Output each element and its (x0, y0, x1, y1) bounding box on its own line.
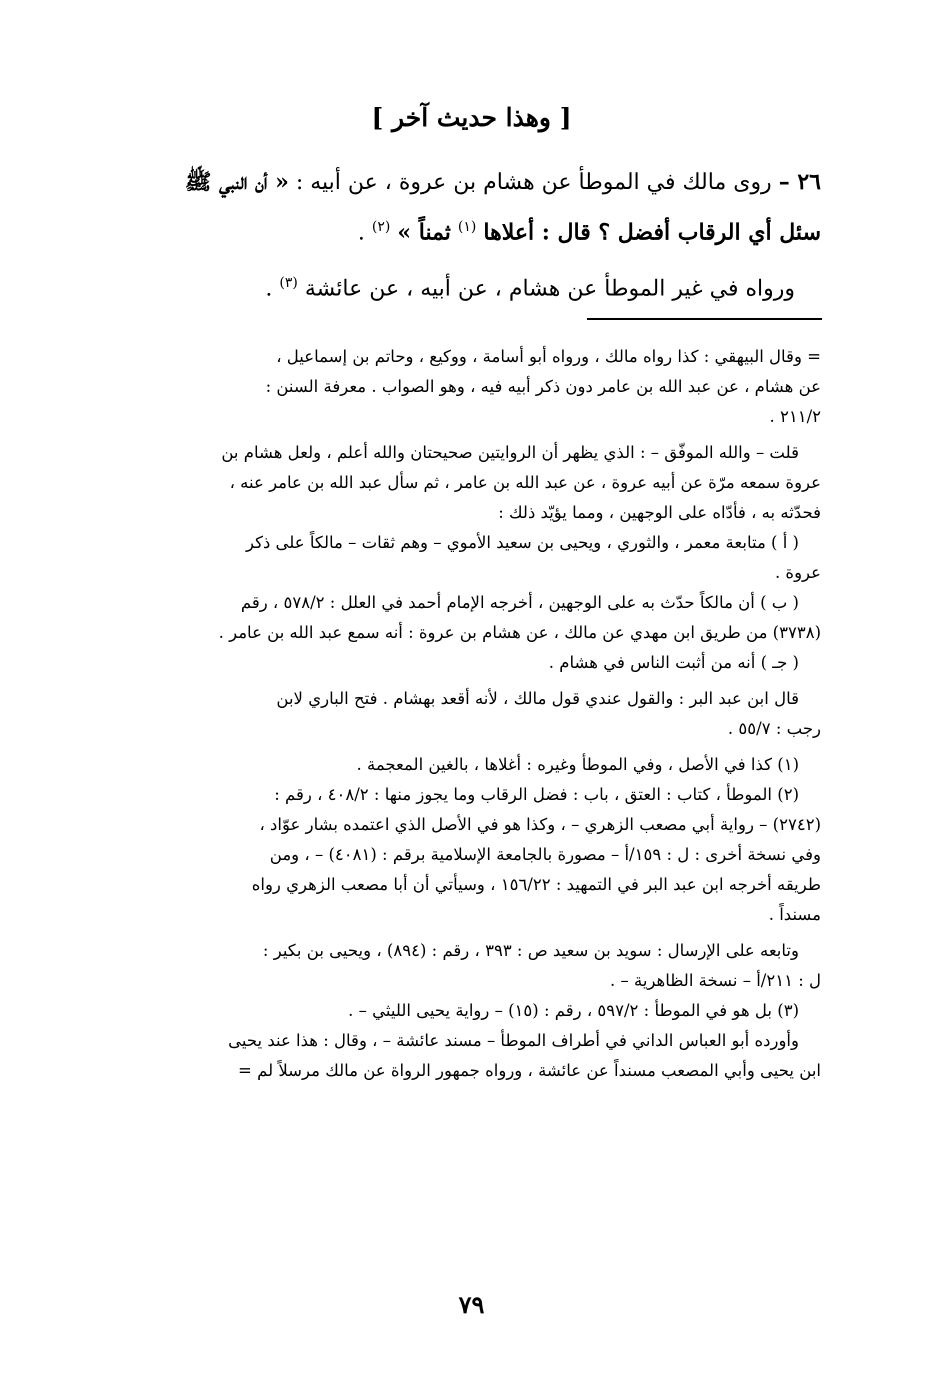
hadith-quote: ثمناً » (397, 219, 451, 246)
footnote-2-cont: وتابعه على الإرسال : سويد بن سعيد ص : ٣٩٣ ، رقم : (٨٩٤) ، ويحيى بن بكير : (262, 941, 799, 960)
footnote-2-cont: ل : ٢١١/أ – نسخة الظاهرية – . (610, 971, 821, 990)
footnote-paragraph: عن هشام ، عن عبد الله بن عامر دون ذكر أبيه فيه ، وهو الصواب . معرفة السنن : (265, 377, 821, 396)
hadith-number: ٢٦ – (778, 169, 821, 195)
footnote-paragraph: = وقال البيهقي : كذا رواه مالك ، ورواه أبو أسامة ، ووكيع ، وحاتم بن إسماعيل ، (276, 347, 821, 366)
footnote-2: (٢) الموطأ ، كتاب : العتق ، باب : فضل الرقاب وما يجوز منها : ٤٠٨/٢ ، رقم : (274, 785, 799, 804)
footnote-2-cont: مسنداً . (768, 905, 821, 924)
hadith-text: روى مالك في الموطأ عن هشام بن عروة ، عن أبيه : (295, 170, 772, 195)
footnote-marker: (١) (457, 219, 477, 235)
page-number: ٧٩ (458, 1290, 485, 1319)
footnote-paragraph: (٣٧٣٨) من طريق ابن مهدي عن مالك ، عن هشام بن عروة : أنه سمع عبد الله بن عامر . (218, 623, 821, 642)
footnote-2-cont: طريقه أخرجه ابن عبد البر في التمهيد : ١٥٦/٢٢ ، وسيأتي أن أبا مصعب الزهري رواه (251, 875, 821, 894)
hadith-quote: « أن النبي ﷺ (184, 169, 289, 195)
footnotes (81, 342, 821, 1086)
hadith-paragraph (101, 160, 821, 312)
footnote-paragraph: ٢١١/٢ . (769, 407, 821, 426)
section-heading: [ وهذا حديث آخر ] (371, 103, 572, 132)
footnote-2-cont: (٢٧٤٢) – رواية أبي مصعب الزهري – ، وكذا هو في الأصل الذي اعتمده بشار عوّاد ، (259, 815, 821, 834)
footnote-2-cont: وفي نسخة أخرى : ل : ١٥٩/أ – مصورة بالجامعة الإسلامية برقم : (٤٠٨١) – ، ومن (269, 845, 821, 864)
hadith-text: ورواه في غير الموطأ عن هشام ، عن أبيه ، عن عائشة (304, 276, 795, 302)
footnote-paragraph: ( ب ) أن مالكاً حدّث به على الوجهين ، أخرجه الإمام أحمد في العلل : ٥٧٨/٢ ، رقم (240, 593, 799, 612)
footnote-separator (587, 318, 822, 320)
hadith-line-2 (101, 205, 821, 255)
footnote-paragraph: قال ابن عبد البر : والقول عندي قول مالك ، لأنه أقعد بهشام . فتح الباري لابن (276, 689, 799, 708)
footnote-paragraph: رجب : ٥٥/٧ . (727, 719, 821, 738)
footnote-paragraph: فحدّثه به ، فأدّاه على الوجهين ، ومما يؤيّد ذلك : (498, 503, 821, 522)
footnote-paragraph: ( جـ ) أنه من أثبت الناس في هشام . (548, 653, 799, 672)
footnote-marker: (٣) (279, 275, 298, 292)
footnote-paragraph: قلت – والله الموفّق – : الذي يظهر أن الروايتين صحيحتان والله أعلم ، ولعل هشام بن (221, 443, 799, 462)
footnote-3: (٣) بل هو في الموطأ : ٥٩٧/٢ ، رقم : (١٥) – رواية يحيى الليثي – . (348, 1001, 799, 1020)
footnote-paragraph: ( أ ) متابعة معمر ، والثوري ، ويحيى بن سعيد الأموي – وهم ثقات – مالكاً على ذكر (245, 533, 799, 552)
hadith-line-3 (101, 261, 821, 311)
footnote-3-cont: ابن يحيى وأبي المصعب مسنداً عن عائشة ، ورواه جمهور الرواة عن مالك مرسلاً لم = (238, 1061, 821, 1080)
footnote-marker: (٢) (371, 219, 391, 235)
punctuation: . (265, 276, 273, 302)
footnote-paragraph: عروة . (774, 563, 821, 582)
punctuation: . (357, 220, 365, 246)
hadith-line-1 (101, 160, 821, 205)
footnote-3-cont: وأورده أبو العباس الداني في أطراف الموطأ – مسند عائشة – ، وقال : هذا عند يحيى (228, 1031, 799, 1050)
footnote-paragraph: عروة سمعه مرّة عن أبيه عروة ، عن عبد الله بن عامر ، ثم سأل عبد الله بن عامر عنه ، (229, 473, 821, 492)
hadith-quote: سئل أي الرقاب أفضل ؟ قال : أعلاها (483, 219, 821, 246)
footnote-1: (١) كذا في الأصل ، وفي الموطأ وغيره : أغلاها ، بالغين المعجمة . (356, 755, 799, 774)
